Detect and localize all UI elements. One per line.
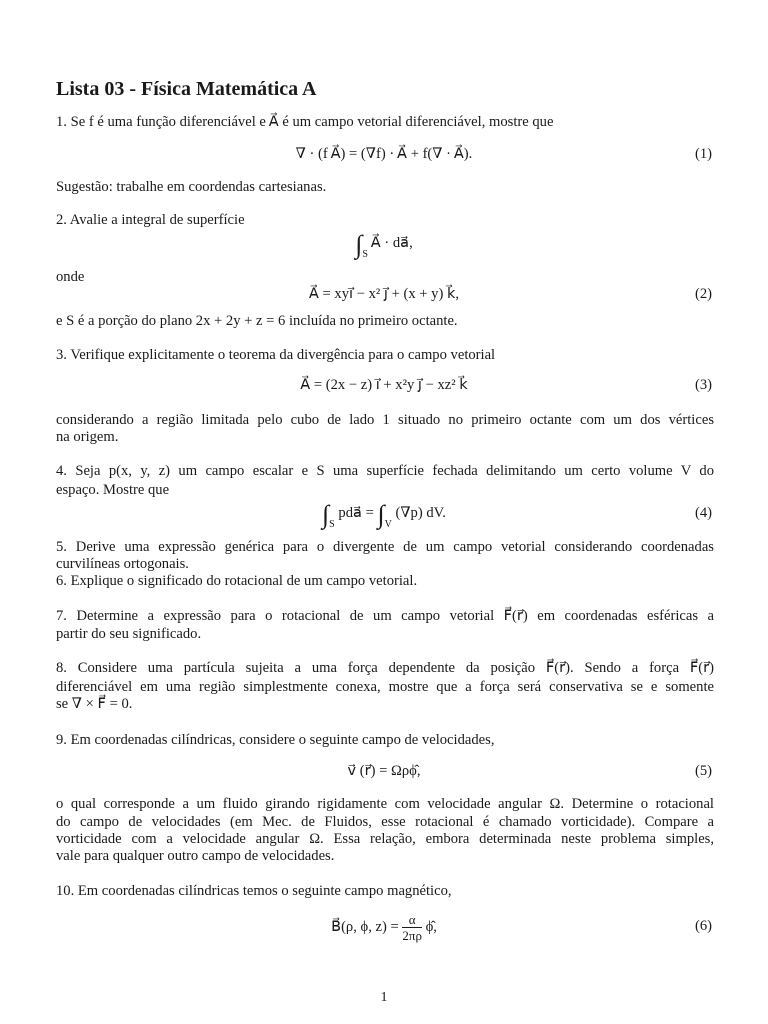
- problem-2-statement: 2. Avalie a integral de superfície: [56, 212, 245, 228]
- equation-5: v⃗ (r⃗) = Ωρϕ̂,: [347, 763, 421, 779]
- integral-body: A⃗ · da⃗,: [370, 235, 413, 251]
- equation-6: [0, 910, 768, 944]
- problem-7-line-2: partir do seu significado.: [56, 626, 202, 642]
- problem-3-line-3: na origem.: [56, 429, 119, 445]
- equation-1: ∇ · (f A⃗) = (∇f) · A⃗ + f(∇ · A⃗).: [295, 146, 473, 162]
- problem-9-line-5: vale para qualquer outro campo de velocidades.: [56, 848, 335, 864]
- problem-10-line-1: 10. Em coordenadas cilíndricas temos o seguinte campo magnético,: [56, 883, 452, 899]
- equation-3-number: (3): [694, 377, 712, 393]
- problem-2-onde: onde: [56, 269, 85, 285]
- problem-9-line-4: vorticidade com a velocidade angular Ω. Essa relação, embora determinada neste problema simples,: [56, 831, 714, 847]
- equation-6-rhs: ϕ̂,: [425, 919, 437, 935]
- problem-8-line-2: diferenciável em uma região simplestmente conexa, mostre que a força será conservativa se e somente: [56, 679, 714, 695]
- integral-subscript: S: [329, 519, 335, 530]
- problem-4-line-2: espaço. Mostre que: [56, 482, 170, 498]
- problem-8-line-1: 8. Considere uma partícula sujeita a uma força dependente da posição F⃗(r⃗). Sendo a força F⃗(r⃗): [56, 660, 714, 676]
- problem-5-line-2: curvilíneas ortogonais.: [56, 556, 189, 572]
- equation-1-number: (1): [694, 146, 712, 162]
- fraction-numerator: α: [402, 912, 422, 928]
- equation-2-number: (2): [694, 286, 712, 302]
- problem-3-line-2: considerando a região limitada pelo cubo de lado 1 situado no primeiro octante com um dos vértices: [56, 412, 714, 428]
- problem-2-region: e S é a porção do plano 2x + 2y + z = 6 incluída no primeiro octante.: [56, 313, 458, 329]
- problem-3-statement: 3. Verifique explicitamente o teorema da divergência para o campo vetorial: [56, 347, 496, 363]
- problem-4-line-1: 4. Seja p(x, y, z) um campo escalar e S uma superfície fechada delimitando um certo volume V do: [56, 463, 714, 479]
- problem-9-line-3: do campo de velocidades (em Mec. de Fluidos, esse rotacional é chamado vorticidade). Compare a: [56, 814, 714, 830]
- equation-4-end: (∇p) dV.: [395, 505, 446, 521]
- problem-5-line-1: 5. Derive uma expressão genérica para o divergente de um campo vetorial considerando coordenadas: [56, 539, 714, 555]
- problem-1-statement: 1. Se f é uma função diferenciável e A⃗ é um campo vetorial diferenciável, mostre que: [56, 114, 554, 130]
- problem-9-line-2: o qual corresponde a um fluido girando rigidamente com velocidade angular Ω. Determine o rotacional: [56, 796, 714, 812]
- integral-subscript: S: [362, 249, 368, 260]
- equation-4-number: (4): [694, 505, 712, 521]
- surface-integral: [0, 230, 768, 263]
- equation-5-number: (5): [694, 763, 712, 779]
- problem-6-statement: 6. Explique o significado do rotacional de um campo vetorial.: [56, 573, 418, 589]
- page-number: 1: [380, 990, 388, 1005]
- integral-subscript: V: [384, 519, 392, 530]
- integral-sign: ∫: [322, 500, 330, 529]
- equation-6-lhs: B⃗(ρ, ϕ, z) =: [331, 919, 399, 935]
- problem-9-line-1: 9. Em coordenadas cilíndricas, considere o seguinte campo de velocidades,: [56, 732, 495, 748]
- fraction-denominator: 2πρ: [402, 928, 422, 944]
- integral-sign: ∫: [377, 500, 385, 529]
- equation-4: [0, 500, 768, 533]
- problem-8-line-3: se ∇ × F⃗ = 0.: [56, 696, 133, 712]
- equation-6-number: (6): [694, 918, 712, 934]
- fraction: [402, 912, 422, 943]
- equation-4-middle: pda⃗ =: [338, 505, 374, 521]
- problem-1-hint: Sugestão: trabalhe em coordendas cartesianas.: [56, 179, 327, 195]
- problem-7-line-1: 7. Determine a expressão para o rotacional de um campo vetorial F⃗(r⃗) em coordenadas esféricas a: [56, 608, 714, 624]
- equation-3: A⃗ = (2x − z) i⃗ + x²y j⃗ − xz² k⃗: [300, 377, 468, 393]
- equation-2: A⃗ = xyi⃗ − x² j⃗ + (x + y) k⃗,: [308, 286, 460, 302]
- page-title: Lista 03 - Física Matemática A: [56, 78, 317, 100]
- integral-sign: ∫: [355, 230, 363, 259]
